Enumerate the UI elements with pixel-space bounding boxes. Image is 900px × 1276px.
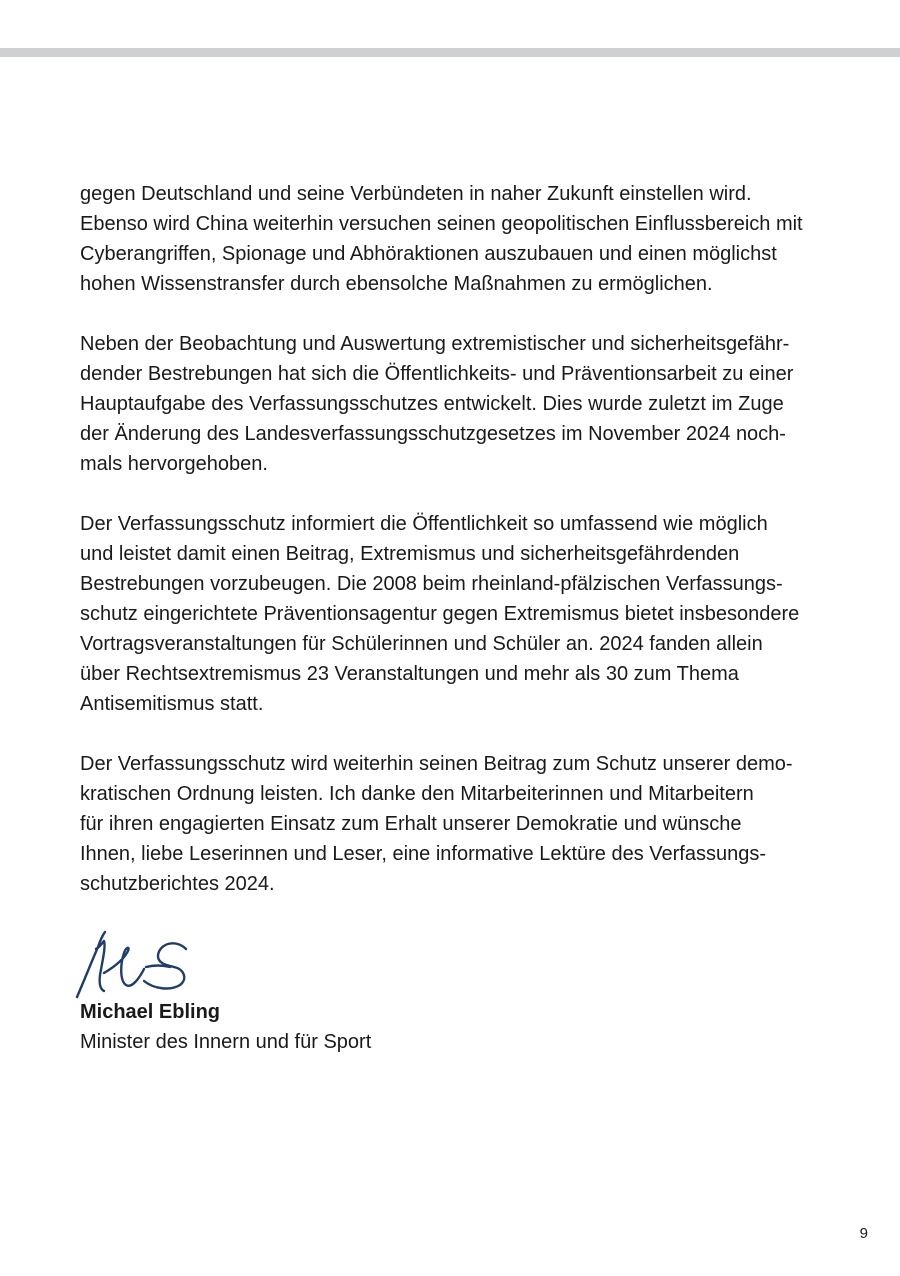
top-decorative-bar bbox=[0, 48, 900, 57]
text-line: dender Bestrebungen hat sich die Öffentlichkeits- und Präventionsarbeit zu einer bbox=[80, 363, 794, 385]
paragraph-1 bbox=[80, 179, 830, 299]
text-line: schutzberichtes 2024. bbox=[80, 873, 275, 895]
text-line: Ebenso wird China weiterhin versuchen seinen geopolitischen Einflussbereich mit bbox=[80, 213, 803, 235]
text-line: Ihnen, liebe Leserinnen und Leser, eine informative Lektüre des Verfassungs- bbox=[80, 843, 766, 865]
signer-title: Minister des Innern und für Sport bbox=[80, 1031, 372, 1053]
text-line: mals hervorgehoben. bbox=[80, 453, 268, 475]
handwritten-signature bbox=[74, 929, 194, 1001]
text-line: der Änderung des Landesverfassungsschutzgesetzes im November 2024 noch- bbox=[80, 423, 786, 445]
text-line: Neben der Beobachtung und Auswertung extremistischer und sicherheitsgefähr- bbox=[80, 333, 790, 355]
text-line: und leistet damit einen Beitrag, Extremismus und sicherheitsgefährdenden bbox=[80, 543, 740, 565]
text-line: Der Verfassungsschutz wird weiterhin seinen Beitrag zum Schutz unserer demo- bbox=[80, 753, 793, 775]
paragraph-2 bbox=[80, 329, 830, 479]
text-line: gegen Deutschland und seine Verbündeten in naher Zukunft einstellen wird. bbox=[80, 183, 752, 205]
text-line: Der Verfassungsschutz informiert die Öffentlichkeit so umfassend wie möglich bbox=[80, 513, 768, 535]
text-line: Cyberangriffen, Spionage und Abhöraktionen auszubauen und einen möglichst bbox=[80, 243, 777, 265]
page-number: 9 bbox=[859, 1225, 868, 1242]
text-line: kratischen Ordnung leisten. Ich danke den Mitarbeiterinnen und Mitarbeitern bbox=[80, 783, 754, 805]
text-line: schutz eingerichtete Präventionsagentur gegen Extremismus bietet insbesondere bbox=[80, 603, 800, 625]
document-body bbox=[80, 179, 830, 1057]
text-line: Bestrebungen vorzubeugen. Die 2008 beim rheinland-pfälzischen Verfassungs- bbox=[80, 573, 783, 595]
text-line: Hauptaufgabe des Verfassungsschutzes entwickelt. Dies wurde zuletzt im Zuge bbox=[80, 393, 784, 415]
text-line: über Rechtsextremismus 23 Veranstaltungen und mehr als 30 zum Thema bbox=[80, 663, 739, 685]
paragraph-3 bbox=[80, 509, 830, 719]
text-line: hohen Wissenstransfer durch ebensolche Maßnahmen zu ermöglichen. bbox=[80, 273, 713, 295]
text-line: Antisemitismus statt. bbox=[80, 693, 264, 715]
text-line: für ihren engagierten Einsatz zum Erhalt unserer Demokratie und wünsche bbox=[80, 813, 742, 835]
paragraph-4 bbox=[80, 749, 830, 899]
signer-name: Michael Ebling bbox=[80, 1001, 221, 1023]
text-line: Vortragsveranstaltungen für Schülerinnen und Schüler an. 2024 fanden allein bbox=[80, 633, 763, 655]
